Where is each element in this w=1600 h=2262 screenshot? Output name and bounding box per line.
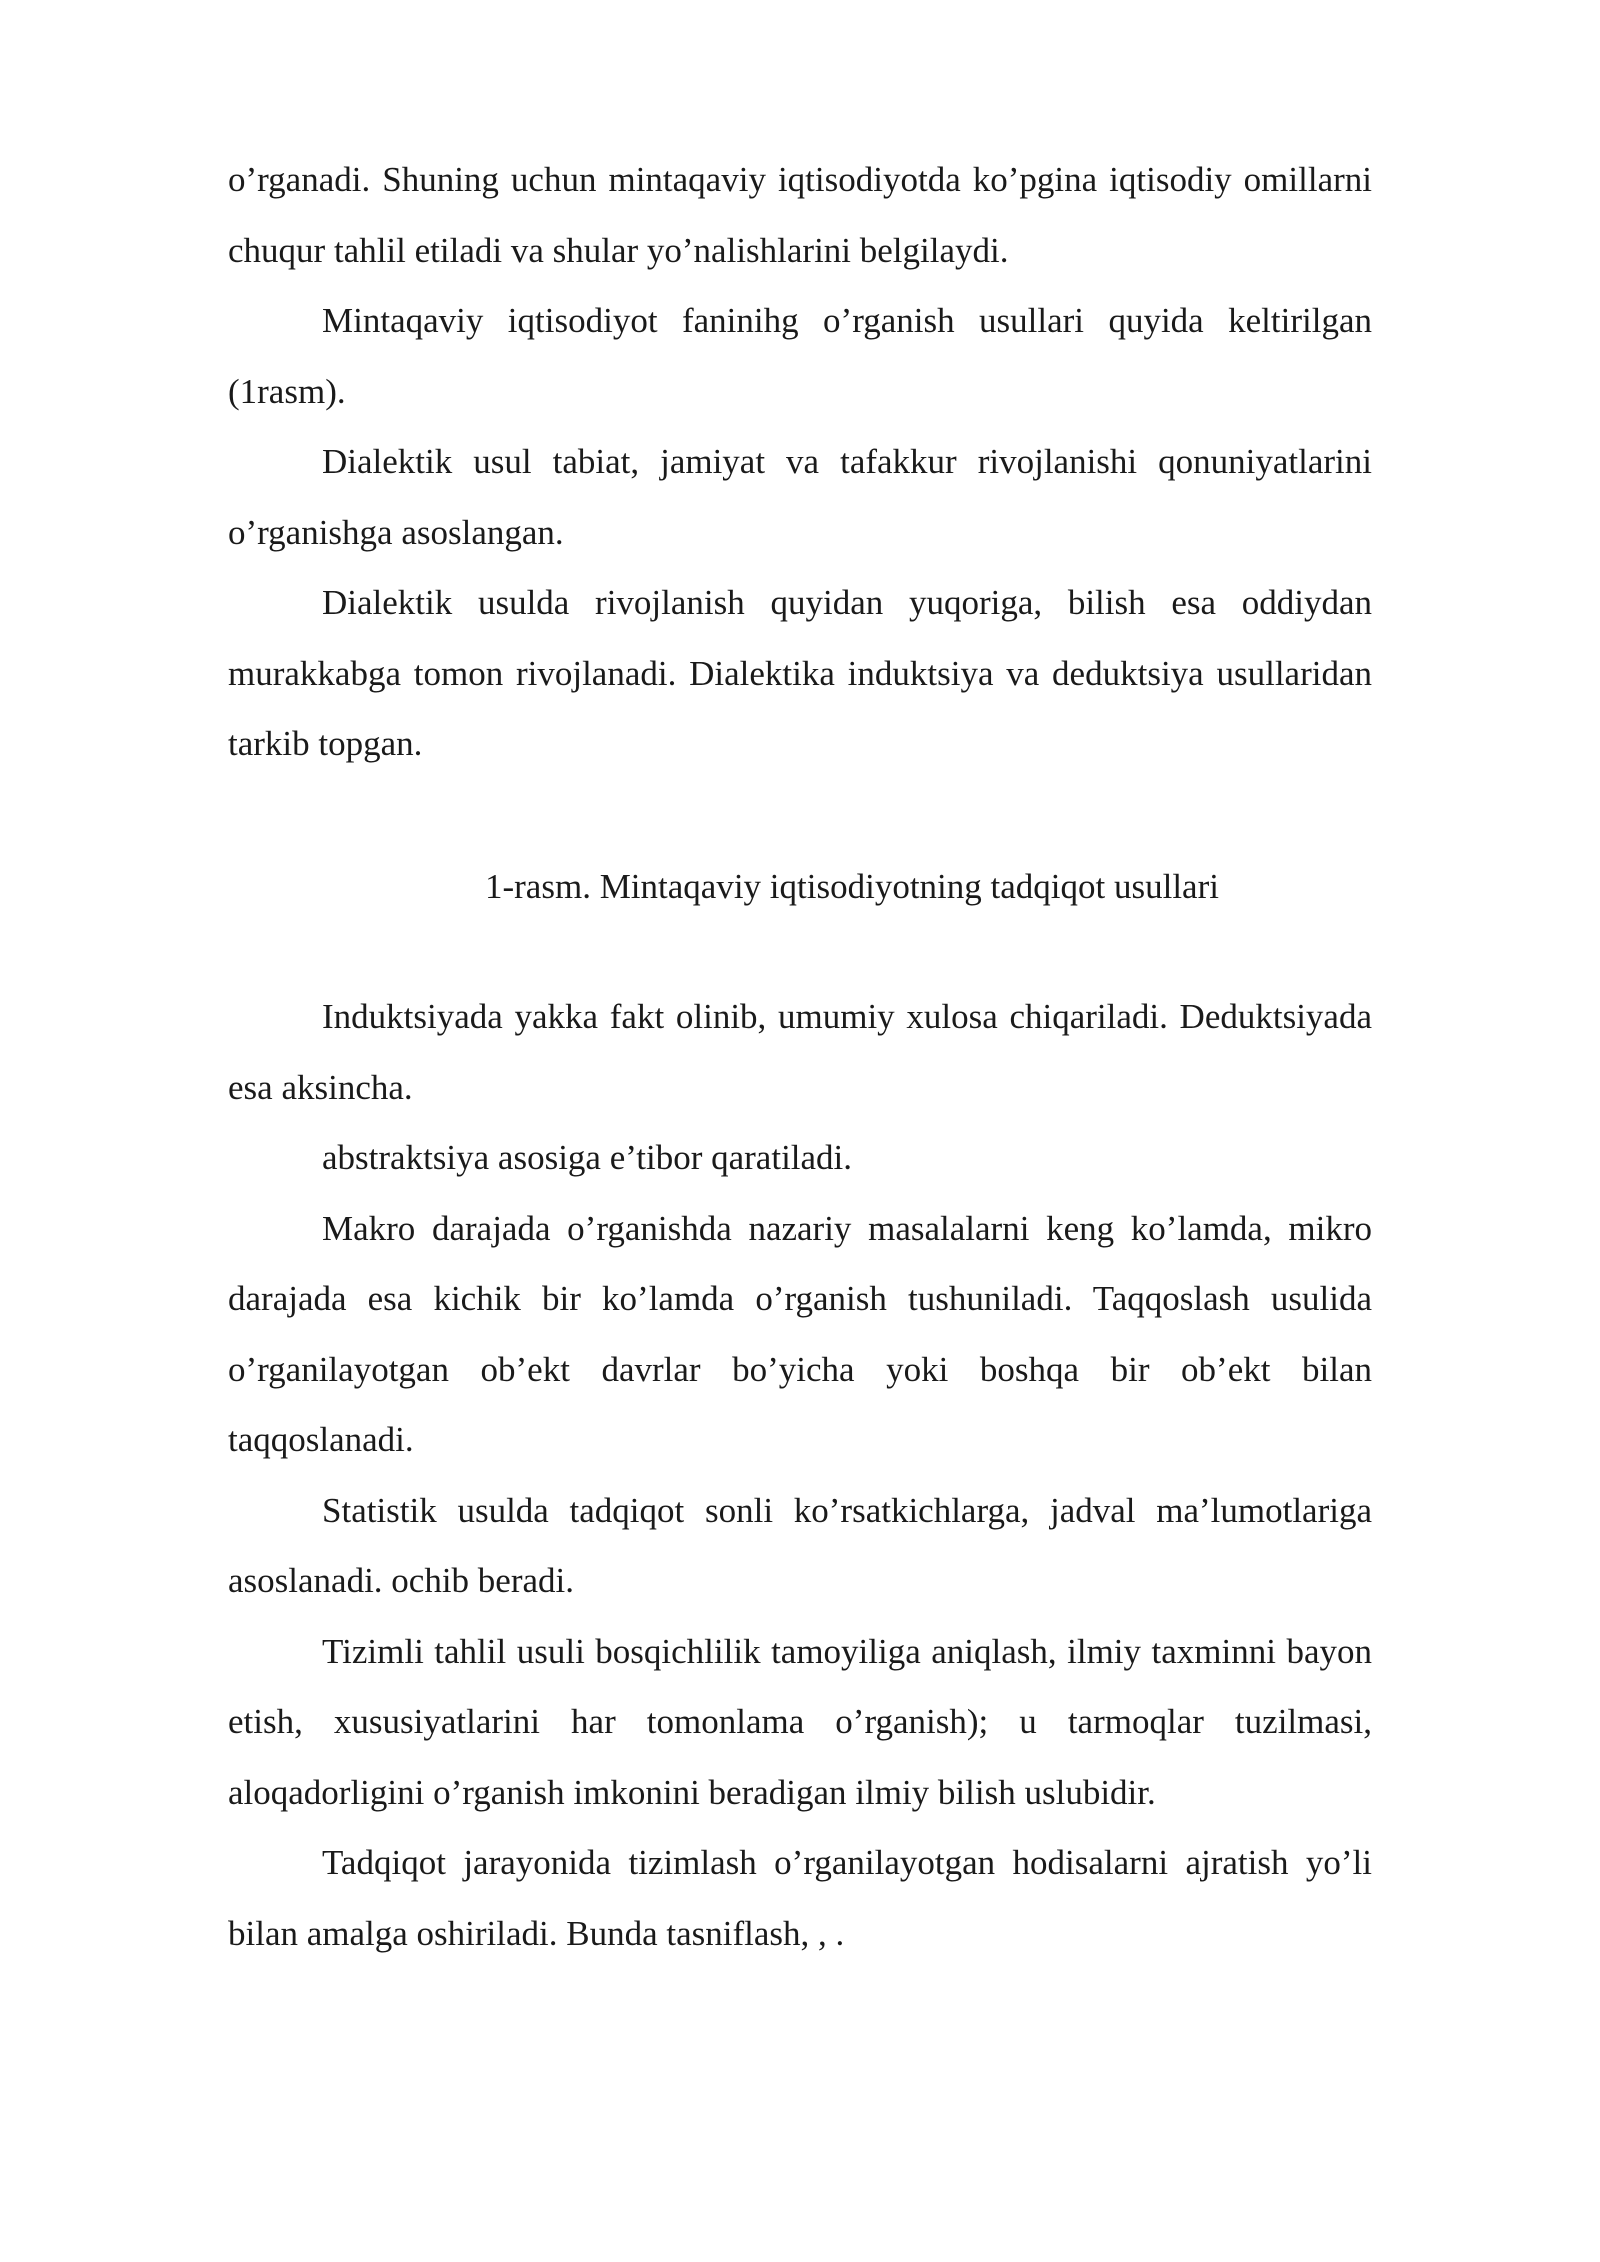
paragraph-continuation: o’rganadi. Shuning uchun mintaqaviy iqtisodiyotda ko’pgina iqtisodiy omillarni chuqur tahlil etiladi va shular yo’nalishlarini belgilaydi. [228,160,1372,270]
paragraph-systematization: Tadqiqot jarayonida tizimlash o’rganilayotgan hodisalarni ajratish yo’li bilan amalga oshiriladi. Bunda tasniflash, , . [228,1843,1372,1953]
caption-spacer [228,922,1372,982]
paragraph-methods-intro: Mintaqaviy iqtisodiyot faninihg o’rganish usullari quyida keltirilgan (1rasm). [228,301,1372,411]
figure-placeholder-space [228,780,1372,852]
paragraph-abstraction: abstraktsiya asosiga e’tibor qaratiladi. [322,1138,853,1177]
paragraph-induction: Induktsiyada yakka fakt olinib, umumiy xulosa chiqariladi. Deduktsiyada esa aksincha. [228,997,1372,1107]
paragraph-dialectic-development: Dialektik usulda rivojlanish quyidan yuqoriga, bilish esa oddiydan murakkabga tomon rivojlanadi. Dialektika induktsiya va deduktsiya usullaridan tarkib topgan. [228,583,1372,763]
paragraph-statistical-method: Statistik usulda tadqiqot sonli ko’rsatkichlarga, jadval ma’lumotlariga asoslanadi. ochib beradi. [228,1490,1372,1600]
paragraph-systems-analysis: Tizimli tahlil usuli bosqichlilik tamoyiliga aniqlash, ilmiy taxminni bayon etish, xususiyatlarini har tomonlama o’rganish); u tarmoqlar tuzilmasi, aloqadorligini o’rganish imkonini beradigan ilmiy bilish uslubidir. [228,1631,1372,1812]
paragraph-dialectic-method: Dialektik usul tabiat, jamiyat va tafakkur rivojlanishi qonuniyatlarini o’rganishga asoslangan. [228,442,1372,552]
paragraph-macro-micro: Makro darajada o’rganishda nazariy masalalarni keng ko’lamda, mikro darajada esa kichik bir ko’lamda o’rganish tushuniladi. Taqqoslash usulida o’rganilayotgan ob’ekt davrlar bo’yicha yoki boshqa bir ob’ekt bilan taqqoslanadi. [228,1208,1372,1459]
figure-caption: 1-rasm. Mintaqaviy iqtisodiyotning tadqiqot usullari [485,866,1219,906]
document-body [228,145,1372,1969]
